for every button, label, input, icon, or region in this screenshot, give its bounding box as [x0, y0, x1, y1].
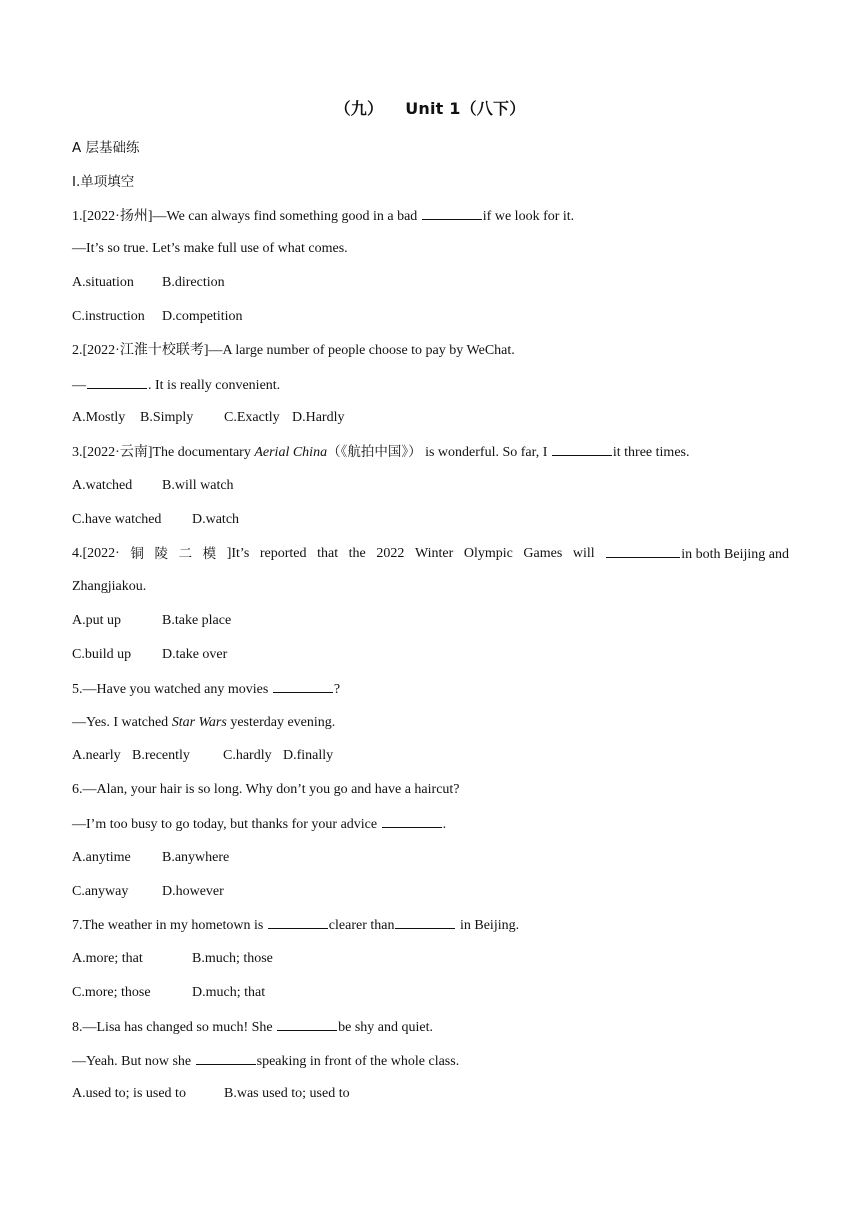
question-1-options-row-1	[72, 272, 789, 306]
title-prefix: （九）	[334, 99, 384, 118]
question-1-stem: 1.[2022·扬州]—We can always find something good in a bad if we look for it.	[72, 205, 789, 239]
option-c[interactable]: C.Exactly	[224, 410, 280, 426]
option-a[interactable]: A.Mostly	[72, 410, 126, 426]
question-8-stem: 8.—Lisa has changed so much! She be shy and quiet.	[72, 1016, 789, 1050]
section-level-heading: A 层基础练	[72, 140, 140, 156]
answer-blank[interactable]	[268, 914, 328, 929]
question-1-options-row-2	[72, 306, 789, 340]
question-5-reply: —Yes. I watched Star Wars yesterday evening.	[72, 714, 336, 730]
option-a[interactable]: A.nearly	[72, 748, 121, 764]
option-d[interactable]: D.much; that	[192, 984, 266, 1000]
answer-blank[interactable]	[273, 678, 333, 693]
answer-blank[interactable]	[552, 441, 612, 456]
question-5-stem: 5.—Have you watched any movies ?	[72, 678, 789, 712]
option-b[interactable]: B.direction	[162, 275, 225, 291]
document-body	[72, 137, 789, 1117]
answer-blank[interactable]	[382, 813, 442, 828]
option-d[interactable]: D.Hardly	[292, 410, 345, 426]
question-2-stem: 2.[2022·江淮十校联考]—A large number of people choose to pay by WeChat.	[72, 342, 515, 358]
question-6-options-row-2	[72, 881, 789, 915]
option-c[interactable]: C.more; those	[72, 984, 151, 1000]
question-5-options-row	[72, 745, 789, 779]
question-1-reply: —It’s so true. Let’s make full use of what comes.	[72, 241, 348, 257]
option-d[interactable]: D.however	[162, 883, 224, 899]
question-6-stem: 6.—Alan, your hair is so long. Why don’t you go and have a haircut?	[72, 782, 460, 798]
question-6-reply: —I’m too busy to go today, but thanks for your advice .	[72, 813, 789, 847]
page-title	[0, 96, 860, 119]
question-4-options-row-2	[72, 644, 789, 678]
question-6-options-row-1	[72, 847, 789, 881]
option-d[interactable]: D.take over	[162, 646, 228, 662]
option-d[interactable]: D.competition	[162, 308, 243, 324]
movie-title: Star Wars	[171, 714, 227, 730]
answer-blank[interactable]	[196, 1050, 256, 1065]
question-7-options-row-2	[72, 982, 789, 1016]
option-d[interactable]: D.watch	[192, 511, 240, 527]
title-unit: Unit 1（八下）	[405, 99, 526, 118]
question-3-stem: 3.[2022·云南]The documentary Aerial China（《航拍中国》） is wonderful. So far, I it three times.	[72, 441, 789, 475]
answer-blank[interactable]	[87, 374, 147, 389]
option-a[interactable]: A.watched	[72, 477, 133, 493]
option-b[interactable]: B.take place	[162, 613, 232, 629]
option-c[interactable]: C.build up	[72, 646, 132, 662]
answer-blank[interactable]	[606, 543, 680, 558]
question-8-reply: —Yeah. But now she speaking in front of the whole class.	[72, 1050, 789, 1084]
option-c[interactable]: C.anyway	[72, 883, 129, 899]
option-a[interactable]: A.used to; is used to	[72, 1086, 186, 1102]
question-3-options-row-1	[72, 475, 789, 509]
option-b[interactable]: B.recently	[132, 748, 190, 764]
answer-blank[interactable]	[395, 914, 455, 929]
option-a[interactable]: A.situation	[72, 275, 134, 291]
option-b[interactable]: B.Simply	[140, 410, 194, 426]
question-4-options-row-1	[72, 610, 789, 644]
question-2-reply: — . It is really convenient.	[72, 374, 789, 408]
question-2-options-row	[72, 407, 789, 441]
option-d[interactable]: D.finally	[283, 748, 334, 764]
option-b[interactable]: B.much; those	[192, 951, 273, 967]
option-a[interactable]: A.more; that	[72, 951, 143, 967]
option-a[interactable]: A.put up	[72, 613, 121, 629]
question-4-continuation: Zhangjiakou.	[72, 579, 147, 595]
question-7-stem: 7.The weather in my hometown is clearer than in Beijing.	[72, 914, 789, 948]
option-a[interactable]: A.anytime	[72, 849, 131, 865]
answer-blank[interactable]	[277, 1016, 337, 1031]
option-c[interactable]: C.hardly	[223, 748, 272, 764]
option-b[interactable]: B.will watch	[162, 477, 234, 493]
documentary-title: Aerial China	[254, 445, 328, 461]
section-part-heading: I.单项填空	[72, 173, 135, 190]
answer-blank[interactable]	[422, 205, 482, 220]
option-c[interactable]: C.instruction	[72, 308, 145, 324]
question-7-options-row-1	[72, 948, 789, 982]
question-8-options-row-1	[72, 1083, 789, 1117]
option-c[interactable]: C.have watched	[72, 511, 162, 527]
question-3-options-row-2	[72, 509, 789, 543]
option-b[interactable]: B.anywhere	[162, 849, 230, 865]
question-4-stem: 4.[2022· 铜 陵 二 模 ]It’s reported that the 2022 Winter Olympic Games will in both Beijing and	[72, 543, 789, 577]
option-b[interactable]: B.was used to; used to	[224, 1086, 350, 1102]
